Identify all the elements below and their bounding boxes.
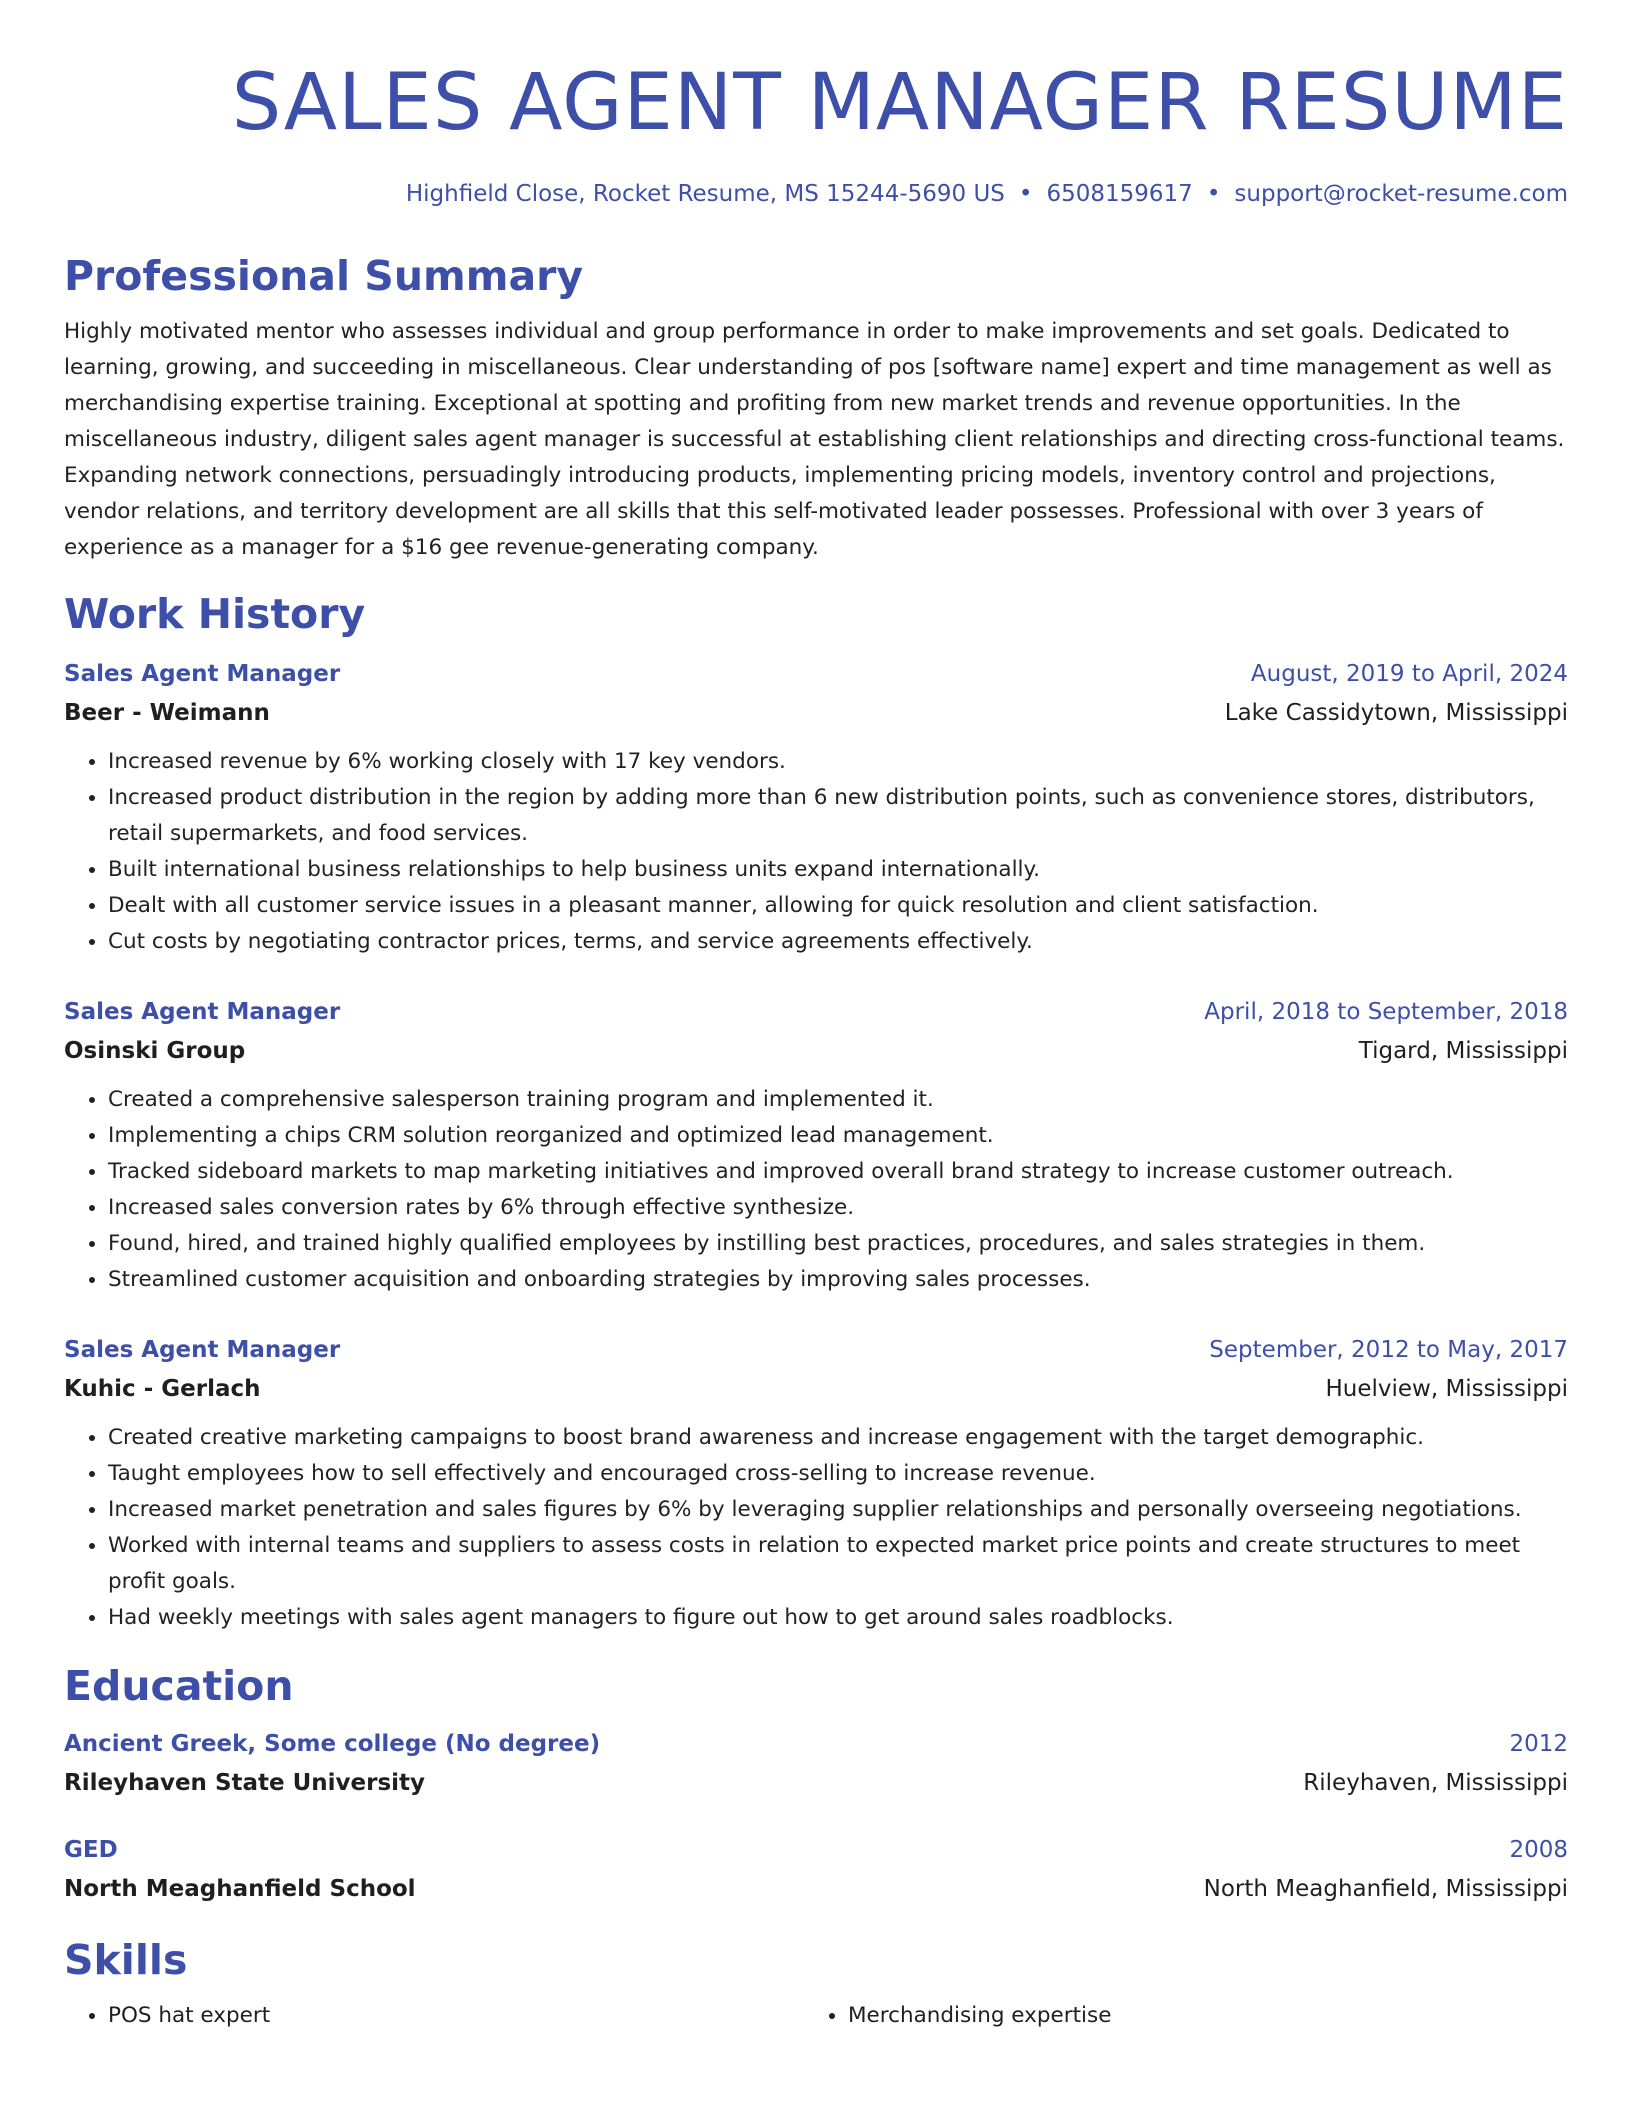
job-dates: April, 2018 to September, 2018 <box>1204 999 1568 1025</box>
education-entry <box>64 1832 1568 1908</box>
job-entry <box>64 994 1568 1298</box>
skill-item: • Merchandising expertise <box>848 1998 1544 2034</box>
job-location: Lake Cassidytown, Mississippi <box>1224 700 1568 726</box>
job-bullets <box>64 744 1568 960</box>
job-title: Sales Agent Manager <box>64 999 341 1025</box>
job-bullet: • Increased sales conversion rates by 6% through effective synthesize. <box>108 1190 1568 1226</box>
contact-line <box>64 178 1568 210</box>
job-company: Beer - Weimann <box>64 700 270 726</box>
job-bullet: • Increased market penetration and sales figures by 6% by leveraging supplier relationships and personally overseeing negotiations. <box>108 1492 1568 1528</box>
skills-column-left <box>64 1998 804 2034</box>
education-degree: Ancient Greek, Some college (No degree) <box>64 1731 601 1757</box>
contact-address: Highfield Close, Rocket Resume, MS 15244-5690 US <box>405 181 1005 207</box>
education-year: 2012 <box>1509 1731 1568 1757</box>
education-location: North Meaghanfield, Mississippi <box>1203 1876 1568 1902</box>
contact-phone: 6508159617 <box>1046 181 1193 207</box>
job-bullet: • Worked with internal teams and suppliers to assess costs in relation to expected market price points and create structures to meet profit goals. <box>108 1528 1568 1600</box>
job-bullet: • Implementing a chips CRM solution reorganized and optimized lead management. <box>108 1118 1568 1154</box>
job-bullet: • Streamlined customer acquisition and onboarding strategies by improving sales processes. <box>108 1262 1568 1298</box>
contact-separator: • <box>1206 181 1221 207</box>
summary-text: Highly motivated mentor who assesses individual and group performance in order to make improvements and set goals. Dedicated to learning, growing, and succeeding in miscellaneous. Clear understanding of pos [software name] expert and time management as well as merchandising expertise training. Exceptional at spotting and profiting from new market trends and revenue opportunities. In the miscellaneous industry, diligent sales agent manager is successful at establishing client relationships and directing cross-functional teams. Expanding network connections, persuadingly introducing products, implementing pricing models, inventory control and projections, vendor relations, and territory development are all skills that this self-motivated leader possesses. Professional with over 3 years of experience as a manager for a $16 gee revenue-generating company. <box>64 319 1565 560</box>
job-bullet: • Built international business relationships to help business units expand internationally. <box>108 852 1568 888</box>
education-location: Rileyhaven, Mississippi <box>1303 1770 1568 1796</box>
education-school: North Meaghanfield School <box>64 1876 416 1902</box>
job-bullets <box>64 1420 1568 1636</box>
contact-separator: • <box>1018 181 1033 207</box>
job-bullet: • Created creative marketing campaigns to boost brand awareness and increase engagement with the target demographic. <box>108 1420 1568 1456</box>
education-school: Rileyhaven State University <box>64 1770 426 1796</box>
job-bullet: • Created a comprehensive salesperson training program and implemented it. <box>108 1082 1568 1118</box>
job-location: Tigard, Mississippi <box>1358 1038 1568 1064</box>
job-company: Osinski Group <box>64 1038 246 1064</box>
job-bullet: • Increased product distribution in the region by adding more than 6 new distribution points, such as convenience stores, distributors, retail supermarkets, and food services. <box>108 780 1568 852</box>
job-location: Huelview, Mississippi <box>1325 1376 1568 1402</box>
job-bullet: • Taught employees how to sell effectively and encouraged cross-selling to increase revenue. <box>108 1456 1568 1492</box>
skills-list <box>64 1998 1568 2034</box>
skills-column-right <box>804 1998 1544 2034</box>
contact-email[interactable]: support@rocket-resume.com <box>1234 181 1568 207</box>
resume-title: SALES AGENT MANAGER RESUME <box>231 58 1568 148</box>
job-bullet: • Tracked sideboard markets to map marketing initiatives and improved overall brand strategy to increase customer outreach. <box>108 1154 1568 1190</box>
job-dates: August, 2019 to April, 2024 <box>1250 661 1568 687</box>
job-dates: September, 2012 to May, 2017 <box>1209 1337 1568 1363</box>
job-entry <box>64 1332 1568 1636</box>
job-bullet: • Had weekly meetings with sales agent managers to figure out how to get around sales roadblocks. <box>108 1600 1568 1636</box>
job-bullet: • Increased revenue by 6% working closely with 17 key vendors. <box>108 744 1568 780</box>
job-title: Sales Agent Manager <box>64 1337 341 1363</box>
section-heading-education: Education <box>64 1662 294 1710</box>
job-entry <box>64 656 1568 960</box>
job-company: Kuhic - Gerlach <box>64 1376 261 1402</box>
section-heading-skills: Skills <box>64 1936 188 1984</box>
job-title: Sales Agent Manager <box>64 661 341 687</box>
education-entry <box>64 1726 1568 1802</box>
job-bullet: • Found, hired, and trained highly qualified employees by instilling best practices, procedures, and sales strategies in them. <box>108 1226 1568 1262</box>
job-bullets <box>64 1082 1568 1298</box>
education-degree: GED <box>64 1837 118 1863</box>
job-bullet: • Cut costs by negotiating contractor prices, terms, and service agreements effectively. <box>108 924 1568 960</box>
job-bullet: • Dealt with all customer service issues in a pleasant manner, allowing for quick resolution and client satisfaction. <box>108 888 1568 924</box>
section-heading-summary: Professional Summary <box>64 252 584 300</box>
skill-item: • POS hat expert <box>108 1998 804 2034</box>
education-year: 2008 <box>1509 1837 1568 1863</box>
section-heading-work-history: Work History <box>64 590 366 638</box>
